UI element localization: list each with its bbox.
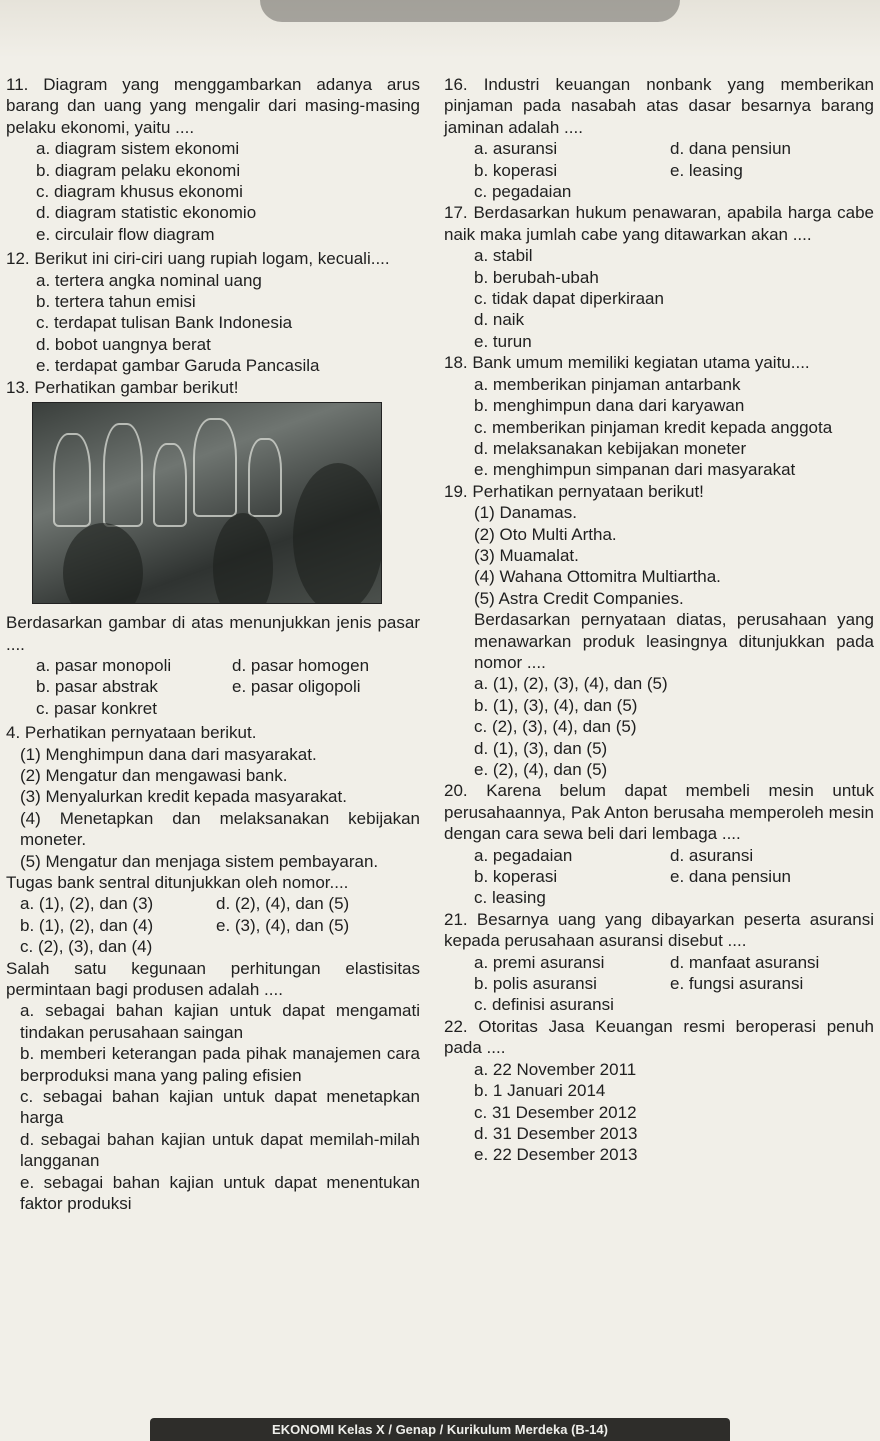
statement: (3) Muamalat.	[474, 545, 579, 565]
option: d. naik	[474, 310, 525, 330]
statement: (2) Oto Multi Artha.	[474, 524, 617, 544]
option-row	[6, 936, 420, 957]
option: e. sebagai bahan kajian untuk dapat menentukan faktor produksi	[20, 1172, 420, 1214]
option: a. pasar monopoli	[36, 655, 172, 675]
option: a. (1), (2), (3), (4), dan (5)	[474, 674, 668, 694]
option-row	[444, 952, 874, 973]
option: d. (1), (3), dan (5)	[474, 738, 608, 758]
option: c. (2), (3), dan (4)	[20, 937, 153, 957]
question-17	[444, 202, 874, 352]
option: c. pasar konkret	[36, 698, 157, 718]
option: b. (1), (2), dan (4)	[20, 915, 154, 935]
option: d. sebagai bahan kajian untuk dapat memilah-milah langganan	[20, 1129, 420, 1171]
option: b. diagram pelaku ekonomi	[36, 160, 241, 180]
option: b. menghimpun dana dari karyawan	[474, 396, 745, 416]
option: e. terdapat gambar Garuda Pancasila	[36, 356, 320, 376]
statement: (5) Astra Credit Companies.	[474, 588, 684, 608]
question-21	[444, 909, 874, 1016]
option: e. circulair flow diagram	[36, 224, 215, 244]
question-20	[444, 780, 874, 908]
question-15-stem: Salah satu kegunaan perhitungan elastisitas permintaan bagi produsen adalah ....	[6, 958, 420, 999]
option-row	[444, 994, 874, 1015]
option: b. polis asuransi	[474, 974, 597, 994]
option: c. sebagai bahan kajian untuk dapat menetapkan harga	[20, 1087, 420, 1128]
option-row	[444, 866, 874, 887]
question-19	[444, 481, 874, 781]
question-11	[6, 74, 420, 245]
option: e. leasing	[670, 160, 743, 180]
option: d. asuransi	[670, 845, 754, 865]
option: b. 1 Januari 2014	[474, 1081, 606, 1101]
option-row	[6, 893, 420, 914]
question-13-prompt: Berdasarkan gambar di atas menunjukkan jenis pasar ....	[6, 613, 420, 654]
page-footer: EKONOMI Kelas X / Genap / Kurikulum Merdeka (B-14)	[150, 1418, 730, 1441]
question-15	[6, 958, 420, 1215]
market-photo	[32, 402, 382, 604]
dark-shadow	[260, 0, 680, 22]
option-row	[444, 887, 874, 908]
statement: (1) Danamas.	[474, 503, 577, 523]
statement: (3) Menyalurkan kredit kepada masyarakat.	[20, 787, 347, 807]
option: a. tertera angka nominal uang	[36, 270, 262, 290]
option: e. (3), (4), dan (5)	[216, 915, 350, 935]
option: e. dana pensiun	[670, 867, 791, 887]
option: d. bobot uangnya berat	[36, 334, 211, 354]
question-18	[444, 352, 874, 480]
question-14	[6, 722, 420, 957]
statement: (1) Menghimpun dana dari masyarakat.	[20, 744, 317, 764]
option: e. menghimpun simpanan dari masyarakat	[474, 460, 796, 480]
option: d. dana pensiun	[670, 139, 791, 159]
option: d. pasar homogen	[232, 655, 370, 675]
option: c. 31 Desember 2012	[474, 1102, 637, 1122]
question-14-ask: Tugas bank sentral ditunjukkan oleh nomor....	[6, 872, 349, 892]
question-14-stem: 4. Perhatikan pernyataan berikut.	[6, 723, 257, 743]
option-row	[444, 181, 874, 202]
option-row	[6, 915, 420, 936]
question-20-stem: 20. Karena belum dapat membeli mesin untuk perusahaannya, Pak Anton berusaha memperoleh mesin dengan cara sewa beli dari lembaga ....	[444, 781, 874, 844]
option-row	[6, 655, 420, 676]
option: a. stabil	[474, 246, 533, 266]
option: d. (2), (4), dan (5)	[216, 894, 350, 914]
option: c. diagram khusus ekonomi	[36, 182, 243, 202]
question-21-stem: 21. Besarnya uang yang dibayarkan peserta asuransi kepada perusahaan asuransi disebut ....	[444, 909, 874, 951]
option: c. (2), (3), (4), dan (5)	[474, 717, 637, 737]
option: a. sebagai bahan kajian untuk dapat mengamati tindakan perusahaan saingan	[20, 1001, 420, 1042]
option: b. koperasi	[474, 867, 558, 887]
question-16	[444, 74, 874, 202]
option-row	[444, 138, 874, 159]
option: e. fungsi asuransi	[670, 974, 804, 994]
option: b. berubah-ubah	[474, 267, 599, 287]
question-19-ask: Berdasarkan pernyataan diatas, perusahaan yang menawarkan produk leasingnya ditunjukkan pada nomor ....	[474, 610, 874, 672]
question-13	[6, 377, 420, 719]
question-19-stem: 19. Perhatikan pernyataan berikut!	[444, 481, 704, 501]
option: d. manfaat asuransi	[670, 952, 820, 972]
option: a. 22 November 2011	[474, 1059, 637, 1079]
question-22-stem: 22. Otoritas Jasa Keuangan resmi beroperasi penuh pada ....	[444, 1016, 874, 1058]
option-row	[6, 676, 420, 697]
option: e. turun	[474, 331, 532, 351]
option-row	[444, 845, 874, 866]
question-17-stem: 17. Berdasarkan hukum penawaran, apabila harga cabe naik maka jumlah cabe yang ditawarkan akan ....	[444, 203, 874, 244]
statement: (2) Mengatur dan mengawasi bank.	[20, 765, 288, 785]
option: c. terdapat tulisan Bank Indonesia	[36, 313, 293, 333]
option-row	[444, 160, 874, 181]
option: e. 22 Desember 2013	[474, 1145, 638, 1165]
option: a. premi asuransi	[474, 952, 605, 972]
option: c. memberikan pinjaman kredit kepada anggota	[474, 417, 833, 437]
option: c. definisi asuransi	[474, 995, 614, 1015]
question-16-stem: 16. Industri keuangan nonbank yang memberikan pinjaman pada nasabah atas dasar besarnya barang jaminan adalah ....	[444, 75, 874, 137]
question-18-stem: 18. Bank umum memiliki kegiatan utama yaitu....	[444, 353, 810, 373]
statement: (4) Wahana Ottomitra Multiartha.	[474, 567, 721, 587]
option: d. 31 Desember 2013	[474, 1123, 638, 1143]
question-11-stem: 11. Diagram yang menggambarkan adanya arus barang dan uang yang mengalir dari masing-masing pelaku ekonomi, yaitu ....	[6, 75, 420, 137]
option: c. pegadaian	[474, 182, 572, 202]
statement: (5) Mengatur dan menjaga sistem pembayaran.	[20, 851, 379, 871]
option: b. memberi keterangan pada pihak manajemen cara berproduksi mana yang paling efisien	[20, 1044, 420, 1085]
option: a. memberikan pinjaman antarbank	[474, 374, 741, 394]
option: c. tidak dapat diperkiraan	[474, 289, 664, 309]
option: b. tertera tahun emisi	[36, 292, 196, 312]
option: d. diagram statistic ekonomio	[36, 203, 257, 223]
left-column	[6, 74, 420, 1214]
option: d. melaksanakan kebijakan moneter	[474, 438, 747, 458]
right-column	[444, 74, 874, 1166]
option: b. pasar abstrak	[36, 677, 158, 697]
question-13-stem: 13. Perhatikan gambar berikut!	[6, 377, 239, 397]
option: a. (1), (2), dan (3)	[20, 894, 154, 914]
option: b. (1), (3), (4), dan (5)	[474, 695, 638, 715]
option-row	[444, 973, 874, 994]
option-row	[6, 698, 420, 719]
page-top-edge	[0, 0, 880, 58]
question-12-stem: 12. Berikut ini ciri-ciri uang rupiah logam, kecuali....	[6, 249, 390, 269]
question-12	[6, 248, 420, 376]
question-22	[444, 1016, 874, 1166]
option: a. diagram sistem ekonomi	[36, 139, 240, 159]
option: a. pegadaian	[474, 845, 573, 865]
option: b. koperasi	[474, 160, 558, 180]
option: e. (2), (4), dan (5)	[474, 760, 608, 779]
option: c. leasing	[474, 888, 546, 908]
option: a. asuransi	[474, 139, 558, 159]
statement: (4) Menetapkan dan melaksanakan kebijakan moneter.	[20, 808, 420, 850]
option: e. pasar oligopoli	[232, 677, 361, 697]
